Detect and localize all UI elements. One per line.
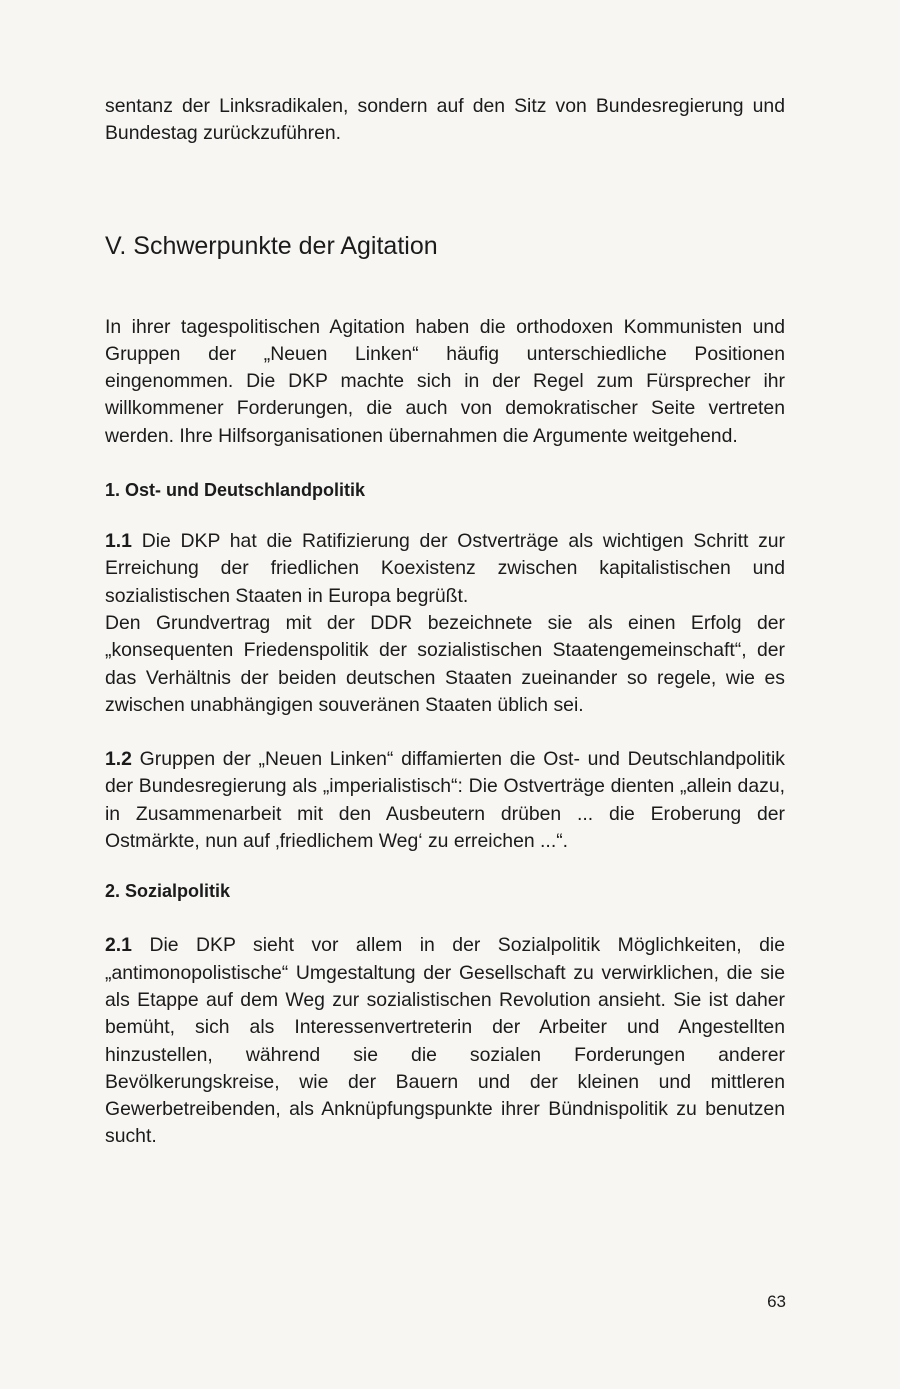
- paragraph-1-2: [105, 746, 785, 855]
- paragraph-1-1: [105, 528, 785, 610]
- section-2-heading: 2. Sozialpolitik: [105, 881, 231, 902]
- section-1-heading: 1. Ost- und Deutschlandpolitik: [105, 480, 366, 501]
- paragraph-1-1-continued: Den Grundvertrag mit der DDR bezeichnete sie als einen Erfolg der „konsequenten Friedenspolitik der sozialistischen Staatengemeinschaft“, der das Verhältnis der beiden deutschen Staaten zueinander so regele, wie es zwischen unabhängigen souveränen Staaten üblich sei.: [105, 611, 785, 716]
- paragraph-number: 1.2: [105, 748, 132, 771]
- paragraph-text: Die DKP hat die Ratifizierung der Ostverträge als wichtigen Schritt zur Erreichung der friedlichen Koexistenz zwischen kapitalistischen und sozialistischen Staaten in Europa begrüßt.: [105, 530, 786, 607]
- chapter-intro-paragraph: In ihrer tagespolitischen Agitation haben die orthodoxen Kommunisten und Gruppen der „Neuen Linken“ häufig unterschiedliche Positionen eingenommen. Die DKP machte sich in der Regel zum Fürsprecher ihr willkommener Forderungen, die auch von demokratischer Seite vertreten werden. Ihre Hilfsorganisationen übernahmen die Argumente weitgehend.: [105, 315, 785, 447]
- chapter-title: V. Schwerpunkte der Agitation: [105, 231, 438, 260]
- paragraph-number: 2.1: [105, 934, 132, 957]
- intro-paragraph: sentanz der Linksradikalen, sondern auf den Sitz von Bundesregierung und Bundestag zurückzuführen.: [105, 95, 785, 145]
- page-number: 63: [767, 1292, 786, 1311]
- paragraph-text: Die DKP sieht vor allem in der Sozialpolitik Möglichkeiten, die „antimonopolistische“ Umgestaltung der Gesellschaft zu verwirklichen, die sie als Etappe auf dem Weg zur sozialistischen Revolution ansieht. Sie ist daher bemüht, sich als Interessenvertreterin der Arbeiter und Angestellten hinzustellen, während sie die sozialen Forderungen anderer Bevölkerungskreise, wie der Bauern und der kleinen und mittleren Gewerbetreibenden, als Anknüpfungspunkte ihrer Bündnispolitik zu benutzen sucht.: [105, 934, 785, 1148]
- paragraph-number: 1.1: [105, 530, 132, 553]
- paragraph-2-1: [105, 932, 785, 1150]
- page-body: [105, 93, 785, 1151]
- paragraph-text: Gruppen der „Neuen Linken“ diffamierten die Ost- und Deutschlandpolitik der Bundesregierung als „imperialistisch“: Die Ostverträge dienten „allein dazu, in Zusammenarbeit mit den Ausbeutern drüben ... die Eroberung der Ostmärkte, nun auf ‚friedlichem Weg‘ zu erreichen ...“.: [105, 748, 785, 853]
